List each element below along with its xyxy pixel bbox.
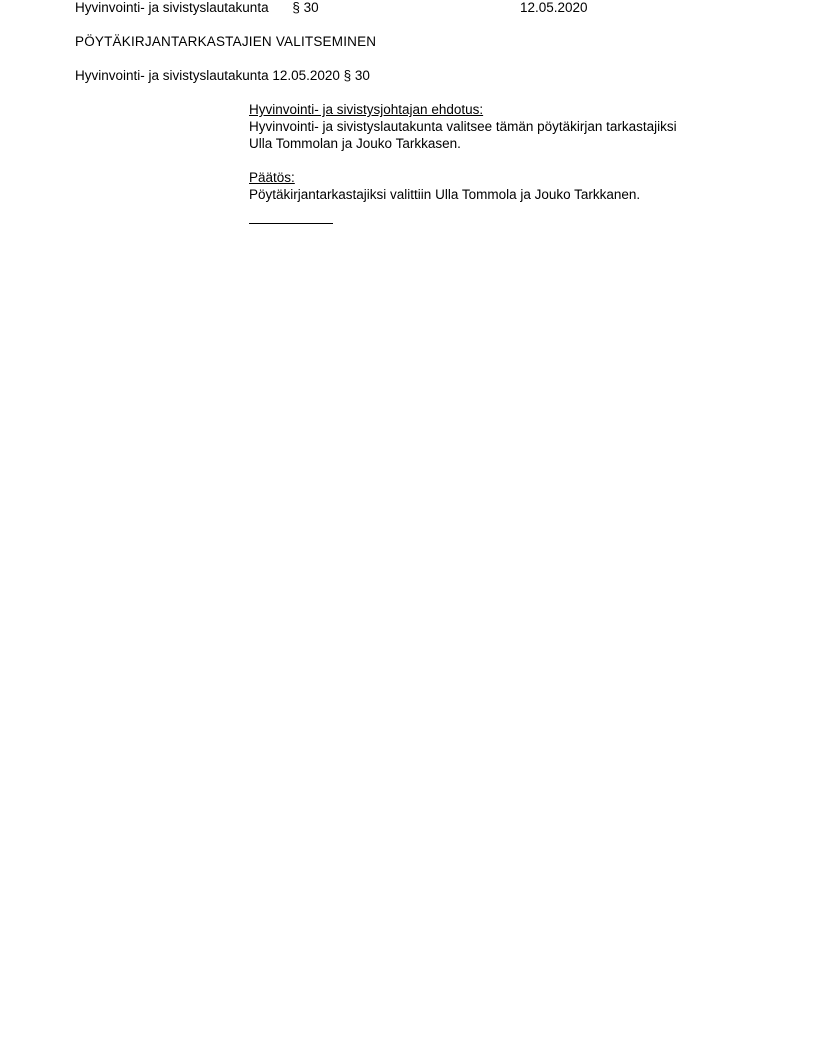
proposal-line-1: Hyvinvointi- ja sivistyslautakunta valitsee tämän pöytäkirjan tarkastajiksi <box>249 119 677 134</box>
page-title: PÖYTÄKIRJANTARKASTAJIEN VALITSEMINEN <box>75 34 377 49</box>
header-organ: Hyvinvointi- ja sivistyslautakunta <box>75 0 269 15</box>
document-subheading: Hyvinvointi- ja sivistyslautakunta 12.05.2020 § 30 <box>75 68 370 83</box>
header-date: 12.05.2020 <box>520 0 588 15</box>
header-section-number: § 30 <box>292 0 319 15</box>
proposal-line-2: Ulla Tommolan ja Jouko Tarkkasen. <box>249 136 461 151</box>
proposal-label: Hyvinvointi- ja sivistysjohtajan ehdotus: <box>249 102 484 117</box>
signature-rule <box>249 222 333 224</box>
decision-label: Päätös: <box>249 170 295 185</box>
decision-line-1: Pöytäkirjantarkastajiksi valittiin Ulla Tommola ja Jouko Tarkkanen. <box>249 187 641 202</box>
document-body <box>249 101 759 203</box>
page-header <box>75 0 741 16</box>
paragraph-spacer <box>249 152 759 169</box>
